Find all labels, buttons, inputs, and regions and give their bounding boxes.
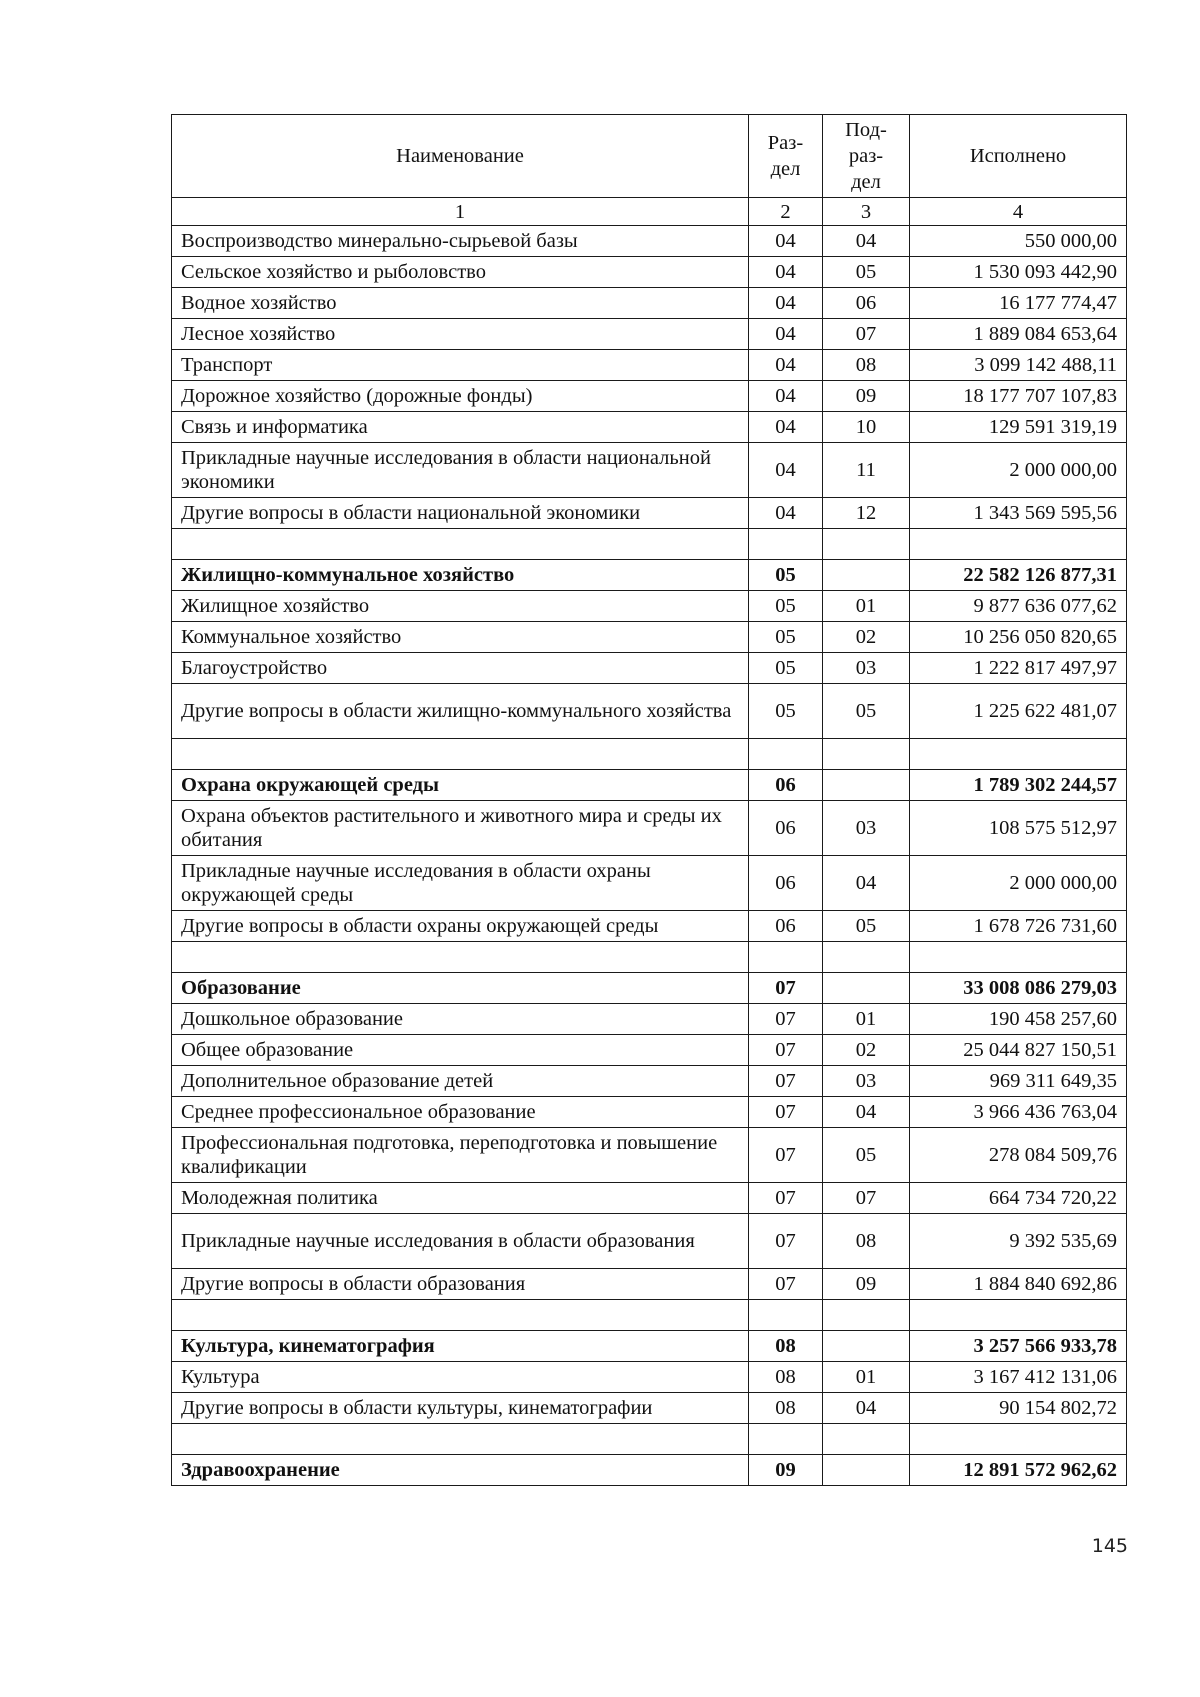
blank-cell xyxy=(172,1424,749,1455)
column-index-row xyxy=(172,198,1127,226)
row-razdel-cell: 04 xyxy=(749,257,823,288)
table-row xyxy=(172,257,1127,288)
row-name-cell: Дошкольное образование xyxy=(172,1004,749,1035)
row-podrazdel-cell xyxy=(823,973,910,1004)
row-value-cell: 12 891 572 962,62 xyxy=(910,1455,1127,1486)
row-podrazdel-cell: 03 xyxy=(823,801,910,856)
column-index-1: 1 xyxy=(172,198,749,226)
table-row xyxy=(172,591,1127,622)
row-value-cell: 3 257 566 933,78 xyxy=(910,1331,1127,1362)
table-row xyxy=(172,1097,1127,1128)
row-value-cell: 1 889 084 653,64 xyxy=(910,319,1127,350)
row-name-cell: Дополнительное образование детей xyxy=(172,1066,749,1097)
blank-cell xyxy=(823,942,910,973)
row-name-cell: Связь и информатика xyxy=(172,412,749,443)
row-value-cell: 3 167 412 131,06 xyxy=(910,1362,1127,1393)
row-razdel-cell: 05 xyxy=(749,653,823,684)
row-razdel-cell: 07 xyxy=(749,1183,823,1214)
row-name-cell: Образование xyxy=(172,973,749,1004)
blank-cell xyxy=(172,1300,749,1331)
blank-row xyxy=(172,739,1127,770)
row-razdel-cell: 07 xyxy=(749,1214,823,1269)
row-value-cell: 969 311 649,35 xyxy=(910,1066,1127,1097)
row-razdel-cell: 04 xyxy=(749,350,823,381)
row-podrazdel-cell: 01 xyxy=(823,591,910,622)
blank-cell xyxy=(749,942,823,973)
section-total-row xyxy=(172,560,1127,591)
blank-cell xyxy=(823,529,910,560)
blank-cell xyxy=(910,739,1127,770)
row-value-cell: 1 530 093 442,90 xyxy=(910,257,1127,288)
row-razdel-cell: 04 xyxy=(749,498,823,529)
header-row xyxy=(172,115,1127,198)
blank-cell xyxy=(749,529,823,560)
row-value-cell: 22 582 126 877,31 xyxy=(910,560,1127,591)
row-name-cell: Охрана объектов растительного и животного мира и среды их обитания xyxy=(172,801,749,856)
table-row xyxy=(172,684,1127,739)
row-podrazdel-cell: 04 xyxy=(823,856,910,911)
row-name-cell: Дорожное хозяйство (дорожные фонды) xyxy=(172,381,749,412)
row-value-cell: 2 000 000,00 xyxy=(910,443,1127,498)
row-name-cell: Культура xyxy=(172,1362,749,1393)
blank-cell xyxy=(823,1424,910,1455)
row-name-cell: Жилищное хозяйство xyxy=(172,591,749,622)
row-value-cell: 9 877 636 077,62 xyxy=(910,591,1127,622)
row-value-cell: 550 000,00 xyxy=(910,226,1127,257)
row-podrazdel-cell: 01 xyxy=(823,1362,910,1393)
blank-cell xyxy=(172,529,749,560)
row-name-cell: Прикладные научные исследования в области национальной экономики xyxy=(172,443,749,498)
row-name-cell: Водное хозяйство xyxy=(172,288,749,319)
row-value-cell: 278 084 509,76 xyxy=(910,1128,1127,1183)
row-value-cell: 190 458 257,60 xyxy=(910,1004,1127,1035)
table-row xyxy=(172,381,1127,412)
row-podrazdel-cell: 10 xyxy=(823,412,910,443)
row-podrazdel-cell: 05 xyxy=(823,684,910,739)
row-razdel-cell: 09 xyxy=(749,1455,823,1486)
table-row xyxy=(172,1183,1127,1214)
row-razdel-cell: 04 xyxy=(749,226,823,257)
table-row xyxy=(172,226,1127,257)
blank-cell xyxy=(823,1300,910,1331)
column-index-4: 4 xyxy=(910,198,1127,226)
row-razdel-cell: 04 xyxy=(749,288,823,319)
row-name-cell: Жилищно-коммунальное хозяйство xyxy=(172,560,749,591)
row-name-cell: Охрана окружающей среды xyxy=(172,770,749,801)
table-row xyxy=(172,1004,1127,1035)
row-razdel-cell: 05 xyxy=(749,591,823,622)
row-value-cell: 2 000 000,00 xyxy=(910,856,1127,911)
row-razdel-cell: 07 xyxy=(749,1035,823,1066)
table-row xyxy=(172,653,1127,684)
row-podrazdel-cell: 02 xyxy=(823,1035,910,1066)
row-podrazdel-cell: 07 xyxy=(823,1183,910,1214)
blank-row xyxy=(172,1424,1127,1455)
row-razdel-cell: 07 xyxy=(749,973,823,1004)
row-podrazdel-cell: 04 xyxy=(823,1393,910,1424)
row-razdel-cell: 04 xyxy=(749,443,823,498)
table-row xyxy=(172,1362,1127,1393)
blank-cell xyxy=(910,942,1127,973)
row-razdel-cell: 08 xyxy=(749,1362,823,1393)
column-index-3: 3 xyxy=(823,198,910,226)
row-razdel-cell: 06 xyxy=(749,856,823,911)
table-row xyxy=(172,622,1127,653)
row-value-cell: 1 789 302 244,57 xyxy=(910,770,1127,801)
blank-cell xyxy=(172,942,749,973)
row-value-cell: 1 222 817 497,97 xyxy=(910,653,1127,684)
row-razdel-cell: 05 xyxy=(749,560,823,591)
table-row xyxy=(172,319,1127,350)
table-row xyxy=(172,412,1127,443)
row-name-cell: Среднее профессиональное образование xyxy=(172,1097,749,1128)
column-index-2: 2 xyxy=(749,198,823,226)
row-razdel-cell: 08 xyxy=(749,1331,823,1362)
table-row xyxy=(172,350,1127,381)
row-razdel-cell: 07 xyxy=(749,1097,823,1128)
row-value-cell: 1 884 840 692,86 xyxy=(910,1269,1127,1300)
row-podrazdel-cell: 12 xyxy=(823,498,910,529)
table-row xyxy=(172,1214,1127,1269)
blank-cell xyxy=(749,1300,823,1331)
row-value-cell: 1 225 622 481,07 xyxy=(910,684,1127,739)
blank-cell xyxy=(749,1424,823,1455)
row-podrazdel-cell: 09 xyxy=(823,381,910,412)
page-number: 145 xyxy=(1091,1535,1128,1557)
row-podrazdel-cell: 05 xyxy=(823,257,910,288)
row-name-cell: Профессиональная подготовка, переподготовка и повышение квалификации xyxy=(172,1128,749,1183)
row-razdel-cell: 04 xyxy=(749,412,823,443)
row-podrazdel-cell: 04 xyxy=(823,226,910,257)
header-podrazdel: Под- раз- дел xyxy=(823,115,910,198)
table-row xyxy=(172,1393,1127,1424)
row-name-cell: Другие вопросы в области образования xyxy=(172,1269,749,1300)
row-name-cell: Здравоохранение xyxy=(172,1455,749,1486)
row-razdel-cell: 07 xyxy=(749,1269,823,1300)
row-podrazdel-cell: 08 xyxy=(823,1214,910,1269)
row-value-cell: 3 099 142 488,11 xyxy=(910,350,1127,381)
budget-table xyxy=(171,114,1127,1486)
row-name-cell: Общее образование xyxy=(172,1035,749,1066)
blank-cell xyxy=(910,1300,1127,1331)
row-value-cell: 1 678 726 731,60 xyxy=(910,911,1127,942)
row-value-cell: 108 575 512,97 xyxy=(910,801,1127,856)
row-razdel-cell: 05 xyxy=(749,622,823,653)
row-podrazdel-cell xyxy=(823,1331,910,1362)
row-name-cell: Благоустройство xyxy=(172,653,749,684)
blank-cell xyxy=(910,529,1127,560)
row-value-cell: 10 256 050 820,65 xyxy=(910,622,1127,653)
row-value-cell: 129 591 319,19 xyxy=(910,412,1127,443)
row-podrazdel-cell: 04 xyxy=(823,1097,910,1128)
row-name-cell: Молодежная политика xyxy=(172,1183,749,1214)
table-row xyxy=(172,801,1127,856)
row-razdel-cell: 06 xyxy=(749,801,823,856)
row-podrazdel-cell xyxy=(823,560,910,591)
blank-cell xyxy=(749,739,823,770)
row-name-cell: Другие вопросы в области национальной экономики xyxy=(172,498,749,529)
row-razdel-cell: 07 xyxy=(749,1128,823,1183)
row-name-cell: Прикладные научные исследования в области образования xyxy=(172,1214,749,1269)
row-value-cell: 16 177 774,47 xyxy=(910,288,1127,319)
row-podrazdel-cell: 06 xyxy=(823,288,910,319)
row-value-cell: 33 008 086 279,03 xyxy=(910,973,1127,1004)
row-value-cell: 18 177 707 107,83 xyxy=(910,381,1127,412)
row-value-cell: 9 392 535,69 xyxy=(910,1214,1127,1269)
row-razdel-cell: 08 xyxy=(749,1393,823,1424)
row-name-cell: Воспроизводство минерально-сырьевой базы xyxy=(172,226,749,257)
row-podrazdel-cell: 05 xyxy=(823,911,910,942)
table-row xyxy=(172,1128,1127,1183)
blank-row xyxy=(172,1300,1127,1331)
row-razdel-cell: 07 xyxy=(749,1066,823,1097)
row-podrazdel-cell: 03 xyxy=(823,1066,910,1097)
row-podrazdel-cell: 08 xyxy=(823,350,910,381)
row-razdel-cell: 06 xyxy=(749,770,823,801)
row-razdel-cell: 04 xyxy=(749,319,823,350)
row-value-cell: 664 734 720,22 xyxy=(910,1183,1127,1214)
row-name-cell: Лесное хозяйство xyxy=(172,319,749,350)
row-podrazdel-cell: 09 xyxy=(823,1269,910,1300)
table-row xyxy=(172,1035,1127,1066)
row-podrazdel-cell xyxy=(823,770,910,801)
row-podrazdel-cell: 01 xyxy=(823,1004,910,1035)
row-razdel-cell: 06 xyxy=(749,911,823,942)
blank-cell xyxy=(172,739,749,770)
row-podrazdel-cell: 02 xyxy=(823,622,910,653)
header-name: Наименование xyxy=(172,115,749,198)
table-row xyxy=(172,1269,1127,1300)
row-name-cell: Другие вопросы в области охраны окружающей среды xyxy=(172,911,749,942)
row-value-cell: 25 044 827 150,51 xyxy=(910,1035,1127,1066)
row-name-cell: Культура, кинематография xyxy=(172,1331,749,1362)
blank-row xyxy=(172,942,1127,973)
blank-cell xyxy=(823,739,910,770)
section-total-row xyxy=(172,1331,1127,1362)
row-podrazdel-cell: 07 xyxy=(823,319,910,350)
section-total-row xyxy=(172,1455,1127,1486)
table-row xyxy=(172,1066,1127,1097)
header-razdel: Раз- дел xyxy=(749,115,823,198)
section-total-row xyxy=(172,973,1127,1004)
table-row xyxy=(172,856,1127,911)
row-name-cell: Сельское хозяйство и рыболовство xyxy=(172,257,749,288)
budget-table-body xyxy=(172,115,1127,1486)
row-razdel-cell: 07 xyxy=(749,1004,823,1035)
row-name-cell: Транспорт xyxy=(172,350,749,381)
row-value-cell: 90 154 802,72 xyxy=(910,1393,1127,1424)
table-row xyxy=(172,288,1127,319)
row-razdel-cell: 05 xyxy=(749,684,823,739)
blank-cell xyxy=(910,1424,1127,1455)
row-name-cell: Другие вопросы в области жилищно-коммунального хозяйства xyxy=(172,684,749,739)
table-row xyxy=(172,498,1127,529)
table-row xyxy=(172,911,1127,942)
row-podrazdel-cell: 11 xyxy=(823,443,910,498)
row-name-cell: Прикладные научные исследования в области охраны окружающей среды xyxy=(172,856,749,911)
row-podrazdel-cell xyxy=(823,1455,910,1486)
blank-row xyxy=(172,529,1127,560)
row-podrazdel-cell: 03 xyxy=(823,653,910,684)
table-row xyxy=(172,443,1127,498)
header-ispolneno: Исполнено xyxy=(910,115,1127,198)
row-name-cell: Другие вопросы в области культуры, кинематографии xyxy=(172,1393,749,1424)
row-value-cell: 1 343 569 595,56 xyxy=(910,498,1127,529)
row-podrazdel-cell: 05 xyxy=(823,1128,910,1183)
section-total-row xyxy=(172,770,1127,801)
row-name-cell: Коммунальное хозяйство xyxy=(172,622,749,653)
row-razdel-cell: 04 xyxy=(749,381,823,412)
row-value-cell: 3 966 436 763,04 xyxy=(910,1097,1127,1128)
